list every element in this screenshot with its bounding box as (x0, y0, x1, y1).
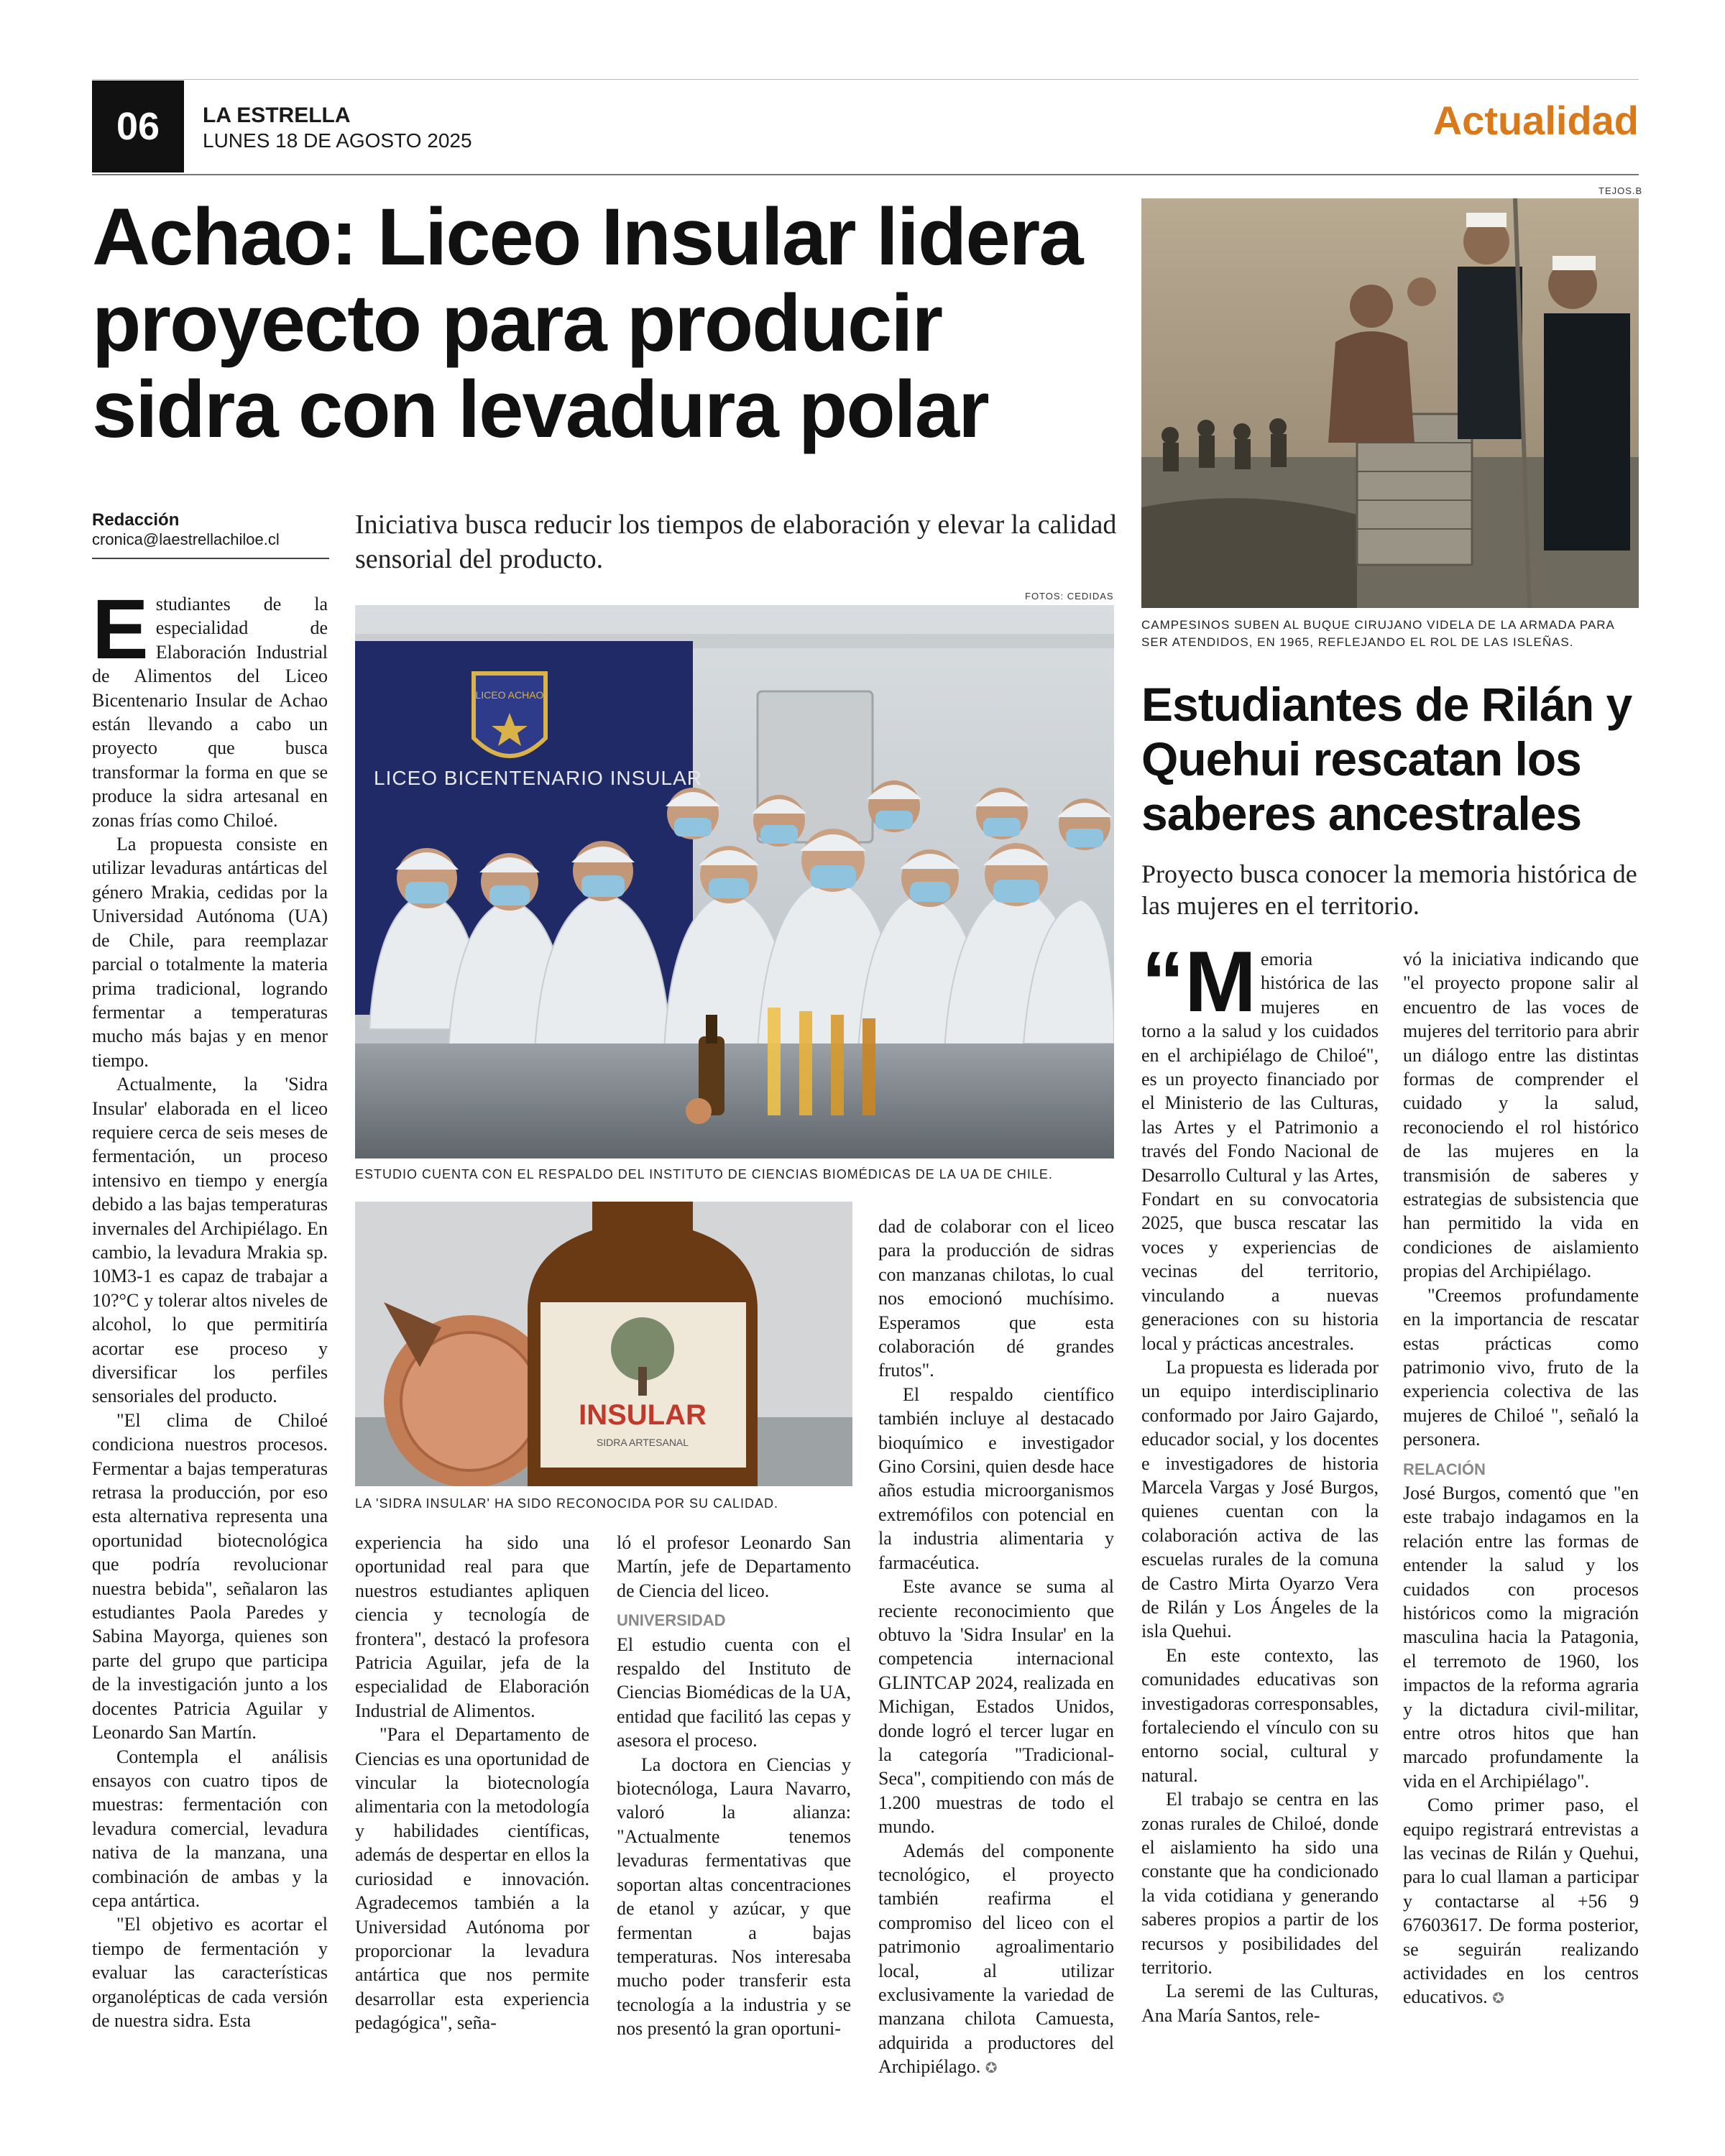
page-number: 06 (92, 80, 184, 172)
svg-text:LICEO BICENTENARIO INSULAR: LICEO BICENTENARIO INSULAR (374, 767, 702, 789)
header-rule (92, 174, 1639, 175)
photo-historic-ship (1141, 198, 1639, 608)
photo1-caption: ESTUDIO CUENTA CON EL RESPALDO DEL INSTITUTO DE CIENCIAS BIOMÉDICAS DE LA UA DE CHILE. (355, 1167, 1053, 1181)
article1-column-2: experiencia ha sido una oportunidad real para que nuestros estudiantes apliquen ciencia y tecnología de frontera", destacó la profesora Patricia Aguilar, jefa de la especialidad de Elaboración Industrial de Alimentos. "Para el Departamento de Ciencias es una oportunidad de vincular la biotecnología alimentaria con la metodología y habilidades científicas, además de despertar en ellos la curiosidad e innovación. Agradecemos también a la Universidad Autónoma por proporcionar la levadura antártica que nos permite desarrollar esta experiencia pedagógica", seña- (355, 1532, 589, 2034)
subhead-relacion: RELACIÓN (1403, 1460, 1486, 1478)
svg-text:SIDRA ARTESANAL: SIDRA ARTESANAL (596, 1437, 689, 1448)
subhead-universidad: UNIVERSIDAD (617, 1611, 726, 1630)
article1-column-4: dad de colaborar con el liceo para la producción de sidras con manzanas chilotas, lo cual nos emocionó muchísimo. Esperamos que esta colaboración dé grandes frutos". El respaldo científico también incluye al destacado bioquímico e investigador Gino Corsini, quien desde hace años estudia microorganismos extremófilos con potencial en la industria alimentaria y farmacéutica. Este avance se suma al reciente reconocimiento que obtuvo la 'Sidra Insular' en la competencia internacional GLINTCAP 2024, realizada en Michigan, Estados Unidos, donde logró el tercer lugar en la categoría "Tradicional-Seca", compitiendo con más de 1.200 muestras de todo el mundo. Además del componente tecnológico, el proyecto también reafirma el compromiso del liceo con el patrimonio agroalimentario local, al utilizar exclusivamente la variedad de manzana chilota Camuesta, adquirida a productores del Archipiélago. ✪ (878, 1216, 1114, 2078)
sidra-bottle-image (355, 1202, 852, 1486)
top-rule (92, 79, 1639, 80)
students-lab-image (355, 605, 1114, 1158)
historic-ship-image (1141, 198, 1639, 608)
end-mark: ✪ (985, 2060, 998, 2077)
photo2-credit: TEJOS.B (1598, 185, 1643, 196)
article2-column-2: vó la iniciativa indicando que "el proyecto propone salir al encuentro de las voces de mujeres del territorio para abrir un diálogo entre las distintas formas de comprender el cuidado y la salud, reconociendo el rol histórico de las mujeres en la transmisión de saberes y estrategias de subsistencia que han permitido la vida en condiciones de aislamiento propias del Archipiélago. "Creemos profundamente en la importancia de rescatar estas prácticas como patrimonio vivo, fruto de la experiencia colectiva de las mujeres de Chiloé ", señaló la personera. RELACIÓN José Burgos, comentó que "en este trabajo indagamos en la relación entre las formas de entender la salud y los cuidados con procesos históricos como la migración masculina hacia la Patagonia, el terremoto de 1960, los impactos de la reforma agraria y la dictadura civil-militar, entre otros hitos que han marcado profundamente la vida en el Archipiélago". Como primer paso, el equipo registrará entrevistas a las vecinas de Rilán y Quehui, para lo cual llaman a participar y contactarse al +56 9 67603617. De forma posterior, se seguirán realizando actividades en los centros educativos. ✪ (1403, 949, 1639, 2008)
section-title: Actualidad (1432, 98, 1639, 143)
photo-students-lab (355, 605, 1114, 1158)
byline-rule (92, 558, 329, 559)
secondary-deck: Proyecto busca conocer la memoria histórica de las mujeres en el territorio. (1141, 860, 1637, 920)
photo3-caption: CAMPESINOS SUBEN AL BUQUE CIRUJANO VIDELA DE LA ARMADA PARA SER ATENDIDOS, EN 1965, REFLEJANDO EL ROL DE LAS ISLEÑAS. (1141, 618, 1614, 649)
main-deck: Iniciativa busca reducir los tiempos de elaboración y elevar la calidad sensorial del producto. (355, 510, 1117, 574)
byline-name: Redacción (92, 510, 180, 530)
svg-text:LICEO ACHAO: LICEO ACHAO (475, 689, 544, 701)
dropcap: E (92, 582, 149, 677)
paper-name: LA ESTRELLA (203, 103, 351, 127)
article2-column-1: “Memoria histórica de las mujeres en torno a la salud y los cuidados en el archipiélago de Chiloé", es un proyecto financiado por el Ministerio de las Culturas, las Artes y el Patrimonio a través del Fondo Nacional de Desarrollo Cultural y las Artes, Fondart en su convocatoria 2025, que busca rescatar las voces y experiencias de vecinas del territorio, vinculando a nuevas generaciones con su historia local y prácticas ancestrales. La propuesta es liderada por un equipo interdisciplinario conformado por Jairo Gajardo, educador social, y los docentes e investigadores de historia Marcela Vargas y José Burgos, quienes cuentan con la colaboración activa de las escuelas rurales de la comuna de Castro Mirta Oyarzo Vera de Rilán y Los Ángeles de la isla Quehui. En este contexto, las comunidades educativas son investigadoras corresponsables, fortaleciendo el vínculo con su entorno social, cultural y natural. El trabajo se centra en las zonas rurales de Chiloé, donde el aislamiento ha sido una constante que ha condicionado la vida cotidiana y generando saberes propios a partir de los recursos y posibilidades del territorio. La seremi de las Culturas, Ana María Santos, rele- (1141, 934, 1379, 2026)
quote-dropcap: “M (1141, 934, 1256, 1030)
end-mark-2: ✪ (1492, 1991, 1504, 2007)
article1-column-1: Estudiantes de la especialidad de Elaboración Industrial de Alimentos del Liceo Bicentenario Insular de Achao están llevando a cabo un proyecto que busca transformar la forma en que se produce la sidra artesanal en zonas frías como Chiloé. La propuesta consiste en utilizar levaduras antárticas del género Mrakia, cedidas por la Universidad Autónoma (UA) de Chile, para reemplazar parcial o totalmente la materia prima tradicional, logrando fermentar a temperaturas mucho más bajas y en menor tiempo. Actualmente, la 'Sidra Insular' elaborada en el liceo requiere cerca de seis meses de fermentación, un proceso intensivo en tiempo y energía debido a las bajas temperaturas invernales del Archipiélago. En cambio, la levadura Mrakia sp. 10M3-1 es capaz de trabajar a 10?°C y tolerar altos niveles de alcohol, lo que permitiría acortar ese proceso y diversificar los perfiles sensoriales del producto. "El clima de Chiloé condiciona nuestros procesos. Fermentar a bajas temperaturas retrasa la producción, por eso esta alternativa representa una oportunidad biotecnológica que podría revolucionar nuestra bebida", señalaron las estudiantes Paola Paredes y Sabina Mayorga, quienes son parte del grupo que participa de la investigación junto a los docentes Patricia Aguilar y Leonardo San Martín. Contempla el análisis ensayos con cuatro tipos de muestras: fermentación con levadura comercial, levadura nativa de la manzana, una combinación de ambas y la cepa antártica. "El objetivo es acortar el tiempo de fermentación y evaluar las características organolépticas de cada versión de nuestra sidra. Esta (92, 582, 328, 2031)
photo-credit: FOTOS: CEDIDAS (1025, 591, 1114, 602)
main-headline: Achao: Liceo Insular lidera proyecto para producir sidra con levadura polar (92, 192, 1082, 454)
photo2-caption: LA 'SIDRA INSULAR' HA SIDO RECONOCIDA POR SU CALIDAD. (355, 1496, 779, 1511)
publication-date: LUNES 18 DE AGOSTO 2025 (203, 129, 472, 152)
byline-email: cronica@laestrellachiloe.cl (92, 530, 280, 548)
article1-column-3: ló el profesor Leonardo San Martín, jefe de Departamento de Ciencia del liceo. UNIVERSIDAD El estudio cuenta con el respaldo del Instituto de Ciencias Biomédicas de la UA, entidad que facilitó las cepas y asesora el proceso. La doctora en Ciencias y biotecnóloga, Laura Navarro, valoró la alianza: "Actualmente tenemos levaduras fermentativas que soportan altas concentraciones de etanol y azúcar, y que fermentan a bajas temperaturas. Nos interesaba mucho poder transferir esta tecnología a la industria y se nos presentó la gran oportuni- (617, 1532, 851, 2040)
svg-text:INSULAR: INSULAR (579, 1399, 707, 1431)
photo-sidra-bottle (355, 1202, 852, 1486)
secondary-headline: Estudiantes de Rilán y Quehui rescatan los saberes ancestrales (1141, 678, 1632, 840)
